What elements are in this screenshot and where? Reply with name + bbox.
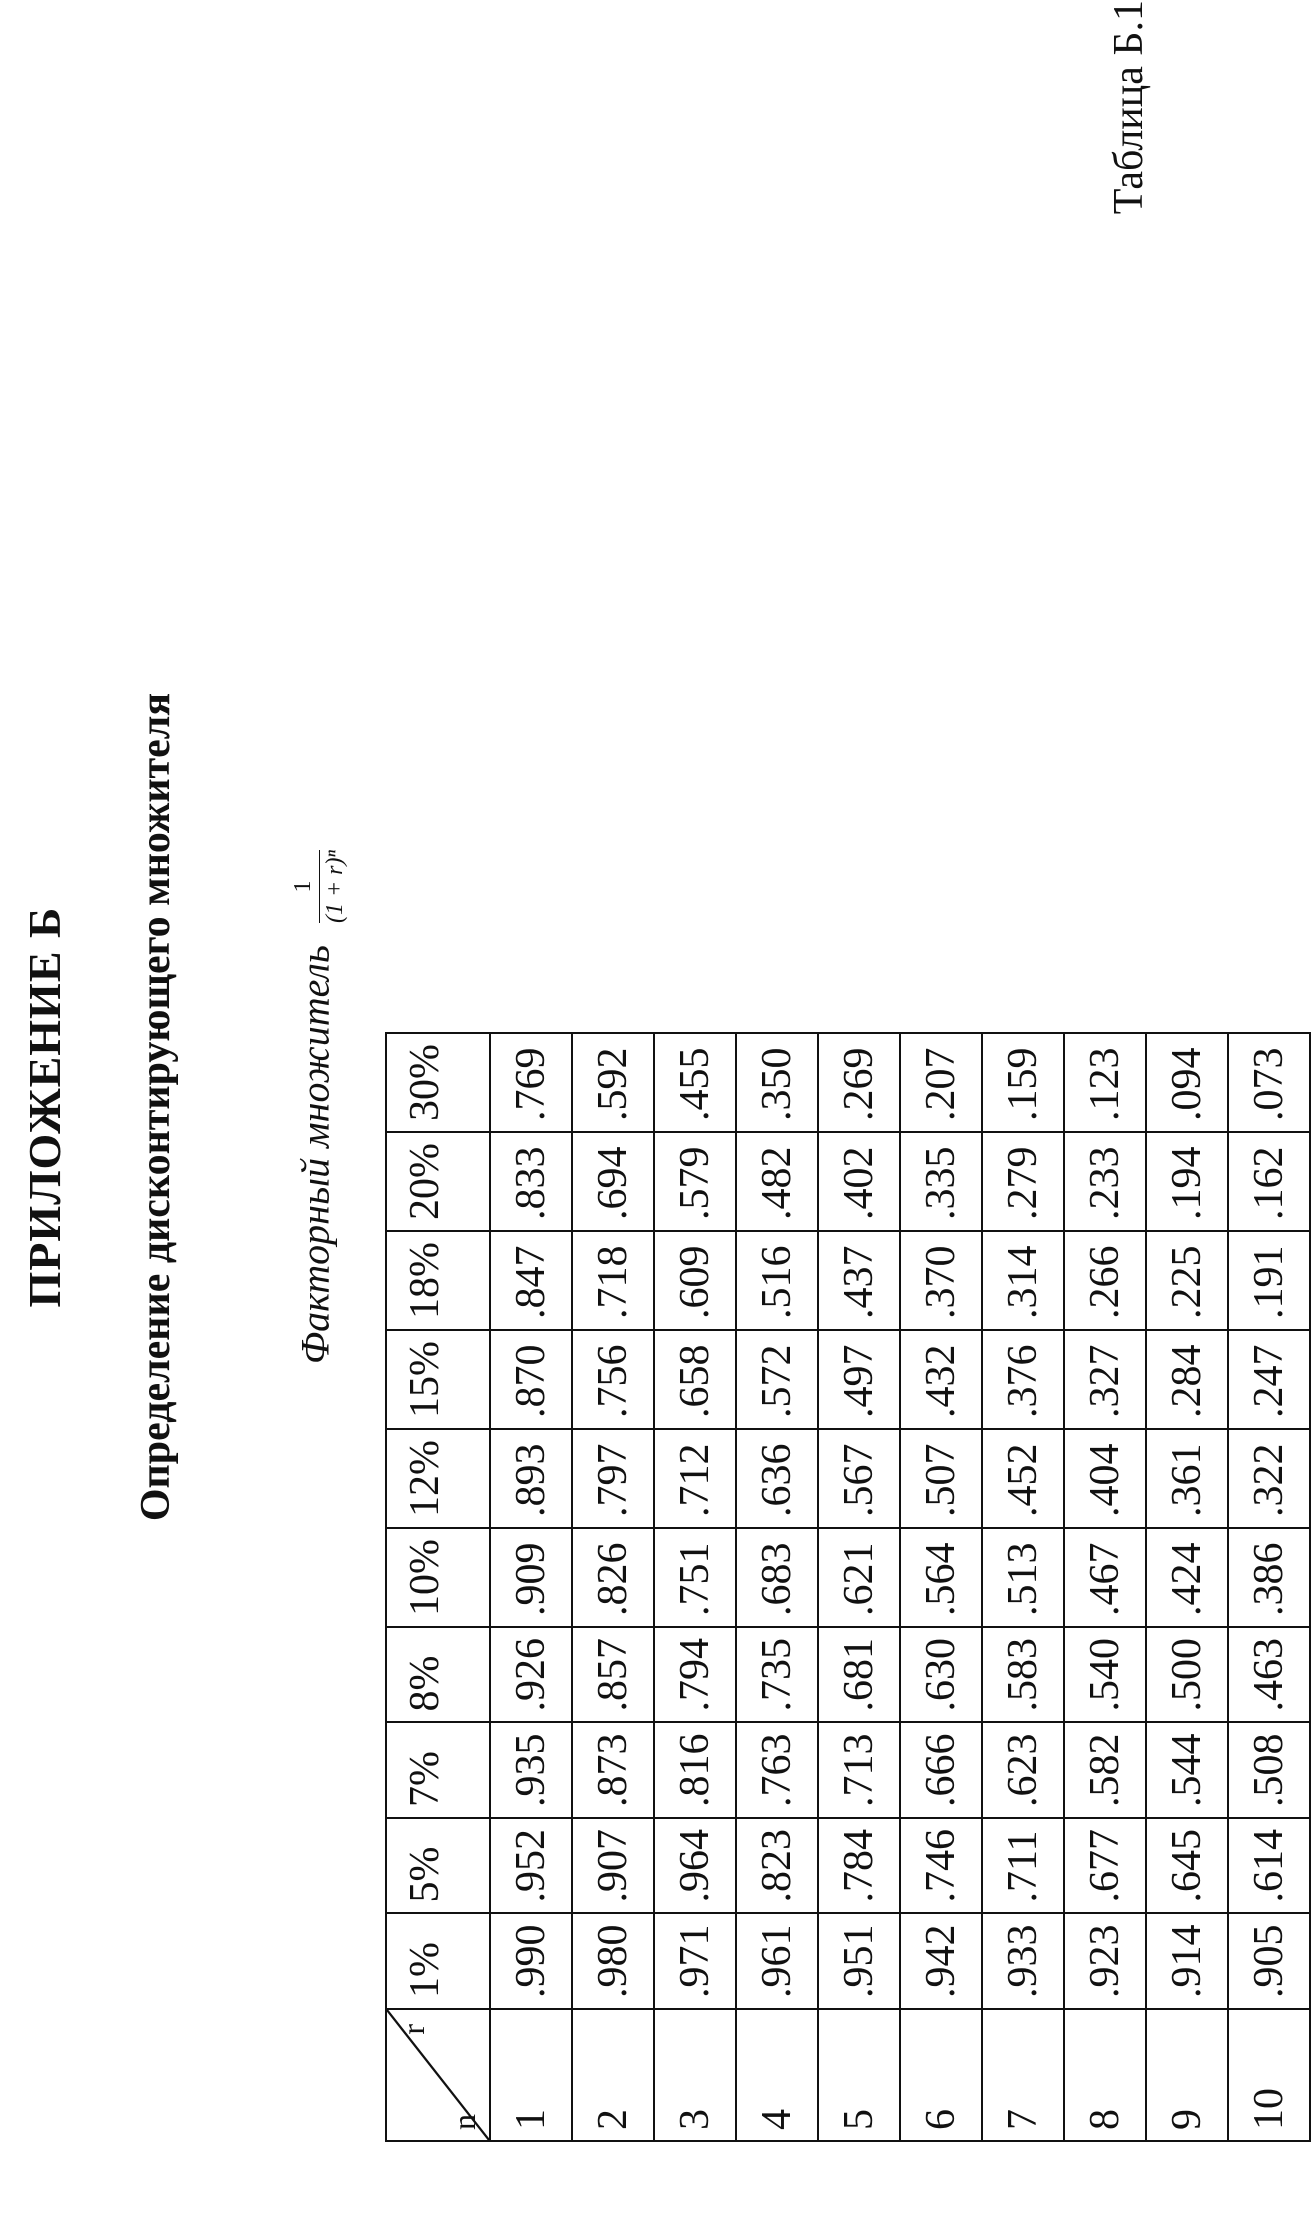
factor-cell: .907 <box>572 1818 654 1914</box>
factor-cell: .823 <box>736 1818 818 1914</box>
factor-cell: .694 <box>572 1132 654 1231</box>
factor-cell: .386 <box>1228 1528 1310 1627</box>
factor-cell: .123 <box>1064 1033 1146 1132</box>
subtitle: Определение дисконтирующего множителя <box>133 692 179 1522</box>
rate-header: 20% <box>386 1132 490 1231</box>
factor-cell: .247 <box>1228 1330 1310 1429</box>
factor-cell: .826 <box>572 1528 654 1627</box>
factor-cell: .614 <box>1228 1818 1310 1914</box>
factor-cell: .980 <box>572 1914 654 2010</box>
factor-cell: .269 <box>818 1033 900 1132</box>
factor-cell: .544 <box>1146 1723 1228 1819</box>
factor-cell: .645 <box>1146 1818 1228 1914</box>
factor-cell: .784 <box>818 1818 900 1914</box>
factor-cell: .636 <box>736 1429 818 1528</box>
factor-cell: .942 <box>900 1914 982 2010</box>
rate-header: 18% <box>386 1231 490 1330</box>
factor-cell: .322 <box>1228 1429 1310 1528</box>
factor-cell: .370 <box>900 1231 982 1330</box>
factor-cell: .711 <box>982 1818 1064 1914</box>
factor-cell: .751 <box>654 1528 736 1627</box>
factor-cell: .735 <box>736 1627 818 1723</box>
factor-cell: .094 <box>1146 1033 1228 1132</box>
rate-header: 8% <box>386 1627 490 1723</box>
period-cell: 2 <box>572 2009 654 2141</box>
factor-cell: .847 <box>490 1231 572 1330</box>
factor-cell: .191 <box>1228 1231 1310 1330</box>
rate-header: 7% <box>386 1723 490 1819</box>
factor-cell: .284 <box>1146 1330 1228 1429</box>
factor-cell: .582 <box>1064 1723 1146 1819</box>
factor-cell: .279 <box>982 1132 1064 1231</box>
period-cell: 8 <box>1064 2009 1146 2141</box>
factor-cell: .833 <box>490 1132 572 1231</box>
factor-cell: .592 <box>572 1033 654 1132</box>
period-cell: 3 <box>654 2009 736 2141</box>
factor-cell: .713 <box>818 1723 900 1819</box>
factor-cell: .508 <box>1228 1723 1310 1819</box>
corner-n-label: n <box>446 2114 482 2130</box>
period-cell: 10 <box>1228 2009 1310 2141</box>
table-row <box>1228 1033 1310 2141</box>
rate-header: 5% <box>386 1818 490 1914</box>
factor-cell: .971 <box>654 1914 736 2010</box>
factor-cell: .437 <box>818 1231 900 1330</box>
factor-cell: .540 <box>1064 1627 1146 1723</box>
period-cell: 9 <box>1146 2009 1228 2141</box>
formula-text: Факторный множитель <box>292 945 338 1365</box>
factor-cell: .327 <box>1064 1330 1146 1429</box>
period-cell: 7 <box>982 2009 1064 2141</box>
factor-cell: .452 <box>982 1429 1064 1528</box>
factor-cell: .564 <box>900 1528 982 1627</box>
factor-cell: .500 <box>1146 1627 1228 1723</box>
factor-cell: .609 <box>654 1231 736 1330</box>
factor-cell: .926 <box>490 1627 572 1723</box>
factor-cell: .905 <box>1228 1914 1310 2010</box>
factor-cell: .909 <box>490 1528 572 1627</box>
factor-cell: .933 <box>982 1914 1064 2010</box>
rate-header: 10% <box>386 1528 490 1627</box>
factor-cell: .952 <box>490 1818 572 1914</box>
factor-cell: .513 <box>982 1528 1064 1627</box>
factor-cell: .266 <box>1064 1231 1146 1330</box>
factor-cell: .233 <box>1064 1132 1146 1231</box>
factor-cell: .162 <box>1228 1132 1310 1231</box>
factor-cell: .361 <box>1146 1429 1228 1528</box>
rate-header: 12% <box>386 1429 490 1528</box>
factor-cell: .683 <box>736 1528 818 1627</box>
factor-cell: .746 <box>900 1818 982 1914</box>
factor-cell: .893 <box>490 1429 572 1528</box>
factor-cell: .677 <box>1064 1818 1146 1914</box>
formula-numerator: 1 <box>290 850 320 923</box>
formula-denominator: (1 + r)ⁿ <box>322 849 348 924</box>
period-cell: 5 <box>818 2009 900 2141</box>
factor-cell: .404 <box>1064 1429 1146 1528</box>
factor-cell: .914 <box>1146 1914 1228 2010</box>
factor-cell: .923 <box>1064 1914 1146 2010</box>
factor-cell: .870 <box>490 1330 572 1429</box>
factor-cell: .402 <box>818 1132 900 1231</box>
factor-cell: .756 <box>572 1330 654 1429</box>
factor-cell: .666 <box>900 1723 982 1819</box>
factor-cell: .159 <box>982 1033 1064 1132</box>
factor-cell: .350 <box>736 1033 818 1132</box>
factor-cell: .463 <box>1228 1627 1310 1723</box>
factor-cell: .376 <box>982 1330 1064 1429</box>
factor-cell: .769 <box>490 1033 572 1132</box>
factor-cell: .314 <box>982 1231 1064 1330</box>
factor-cell: .455 <box>654 1033 736 1132</box>
factor-cell: .873 <box>572 1723 654 1819</box>
factor-cell: .194 <box>1146 1132 1228 1231</box>
factor-cell: .432 <box>900 1330 982 1429</box>
factor-cell: .507 <box>900 1429 982 1528</box>
factor-cell: .621 <box>818 1528 900 1627</box>
factor-cell: .935 <box>490 1723 572 1819</box>
appendix-title: ПРИЛОЖЕНИЕ Б <box>19 906 70 1308</box>
factor-cell: .572 <box>736 1330 818 1429</box>
factor-cell: .583 <box>982 1627 1064 1723</box>
factor-cell: .207 <box>900 1033 982 1132</box>
factor-cell: .961 <box>736 1914 818 2010</box>
factor-cell: .567 <box>818 1429 900 1528</box>
table-number: Таблица Б.1 <box>1106 0 1152 215</box>
factor-cell: .816 <box>654 1723 736 1819</box>
factor-cell: .857 <box>572 1627 654 1723</box>
factor-cell: .497 <box>818 1330 900 1429</box>
factor-cell: .623 <box>982 1723 1064 1819</box>
factor-cell: .794 <box>654 1627 736 1723</box>
factor-cell: .797 <box>572 1429 654 1528</box>
factor-cell: .763 <box>736 1723 818 1819</box>
factor-cell: .467 <box>1064 1528 1146 1627</box>
rate-header: 30% <box>386 1033 490 1132</box>
factor-cell: .630 <box>900 1627 982 1723</box>
rate-header: 1% <box>386 1914 490 2010</box>
factor-cell: .335 <box>900 1132 982 1231</box>
factor-cell: .225 <box>1146 1231 1228 1330</box>
period-cell: 1 <box>490 2009 572 2141</box>
period-cell: 4 <box>736 2009 818 2141</box>
factor-cell: .658 <box>654 1330 736 1429</box>
factor-cell: .964 <box>654 1818 736 1914</box>
factor-cell: .681 <box>818 1627 900 1723</box>
factor-cell: .482 <box>736 1132 818 1231</box>
factor-cell: .712 <box>654 1429 736 1528</box>
factor-cell: .516 <box>736 1231 818 1330</box>
corner-r-label: r <box>395 2024 431 2035</box>
factor-cell: .951 <box>818 1914 900 2010</box>
factor-cell: .073 <box>1228 1033 1310 1132</box>
rate-header: 15% <box>386 1330 490 1429</box>
factor-cell: .424 <box>1146 1528 1228 1627</box>
period-cell: 6 <box>900 2009 982 2141</box>
factor-cell: .579 <box>654 1132 736 1231</box>
factor-cell: .990 <box>490 1914 572 2010</box>
factor-cell: .718 <box>572 1231 654 1330</box>
